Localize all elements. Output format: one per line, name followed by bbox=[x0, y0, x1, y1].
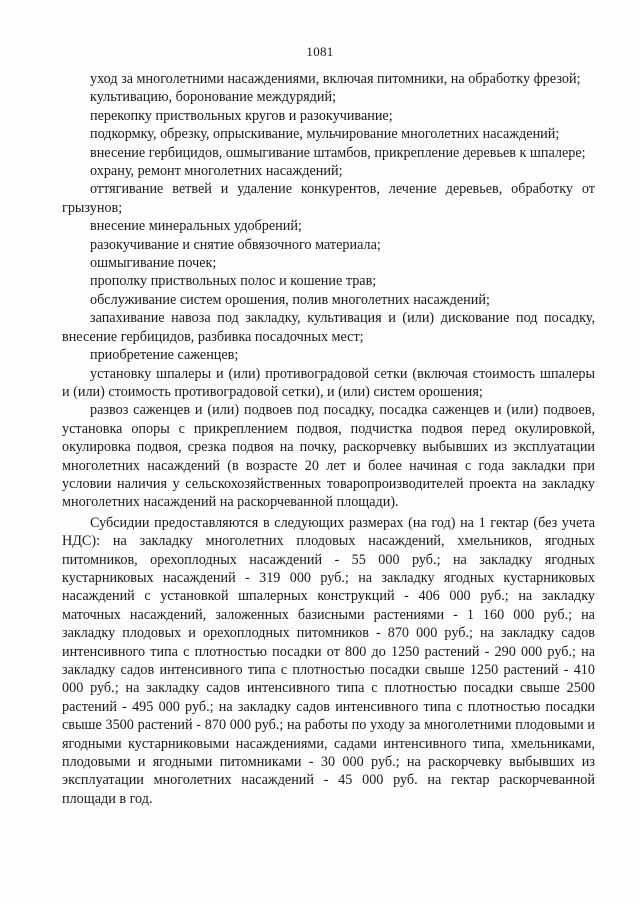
paragraph: развоз саженцев и (или) подвоев под посадку, посадка саженцев и (или) подвоев, установка опоры с прикреплением подвоя, подчистка подвоя перед окулировкой, окулировка подвоя, срезка подвоя на почку, раскорчевку выбывших из эксплуатации многолетних насаждений (в возрасте 20 лет и более начиная с года закладки при условии наличия у сельскохозяйственных товаропроизводителей проекта на закладку многолетних насаждений на раскорчеванной площади). bbox=[62, 402, 595, 511]
paragraph: обслуживание систем орошения, полив многолетних насаждений; bbox=[90, 291, 490, 308]
page-number: 1081 bbox=[306, 44, 334, 59]
paragraph: разокучивание и снятие обвязочного материала; bbox=[90, 236, 381, 253]
paragraph: внесение минеральных удобрений; bbox=[90, 218, 302, 235]
paragraph: внесение гербицидов, ошмыгивание штамбов, прикрепление деревьев к шпалере; bbox=[90, 144, 586, 161]
paragraph: охрану, ремонт многолетних насаждений; bbox=[90, 163, 343, 180]
paragraph: установку шпалеры и (или) противоградовой сетки (включая стоимость шпалеры и (или) стоимость противоградовой сетки), и (или) систем орошения; bbox=[62, 365, 595, 400]
paragraph: запахивание навоза под закладку, культивация и (или) дискование под посадку, внесение гербицидов, разбивка посадочных мест; bbox=[62, 310, 595, 345]
paragraph: ошмыгивание почек; bbox=[90, 255, 217, 272]
paragraph: прополку приствольных полос и кошение трав; bbox=[90, 273, 377, 290]
paragraph: перекопку приствольных кругов и разокучивание; bbox=[90, 107, 393, 124]
paragraph: культивацию, боронование междурядий; bbox=[90, 89, 337, 106]
paragraph: приобретение саженцев; bbox=[90, 347, 239, 364]
subsidy-paragraph: Субсидии предоставляются в следующих размерах (на год) на 1 гектар (без учета НДС): на закладку многолетних плодовых насаждений, хмельников, ягодных питомников, орехоплодных насаждений - 55 000 руб.; на закладку ягодных кустарниковых насаждений - 319 000 руб.; на закладку ягодных кустарниковых насаждений с установкой шпалерных конструкций - 406 000 руб.; на закладку маточных насаждений, заложенных базисными растениями - 1 160 000 руб.; на закладку плодовых и орехоплодных питомников - 870 000 руб.; на закладку садов интенсивного типа с плотностью посадки от 800 до 1250 растений - 290 000 руб.; на закладку садов интенсивного типа с плотностью посадки свыше 1250 растений - 410 000 руб.; на закладку садов интенсивного типа с плотностью посадки свыше 2500 растений - 495 000 руб.; на закладку садов интенсивного типа с плотностью посадки свыше 3500 растений - 870 000 руб.; на работы по уходу за многолетними плодовыми и ягодными кустарниковыми насаждениями, садами интенсивного типа, хмельниками, плодовыми и ягодными питомниками - 30 000 руб.; на раскорчевку выбывших из эксплуатации многолетних насаждений - 45 000 руб. на гектар раскорчеванной площади в год. bbox=[62, 514, 595, 807]
paragraph: оттягивание ветвей и удаление конкурентов, лечение деревьев, обработку от грызунов; bbox=[62, 181, 595, 216]
paragraph: уход за многолетними насаждениями, включая питомники, на обработку фрезой; bbox=[90, 71, 581, 87]
paragraph: подкормку, обрезку, опрыскивание, мульчирование многолетних насаждений; bbox=[90, 126, 560, 143]
document-body bbox=[62, 70, 595, 808]
